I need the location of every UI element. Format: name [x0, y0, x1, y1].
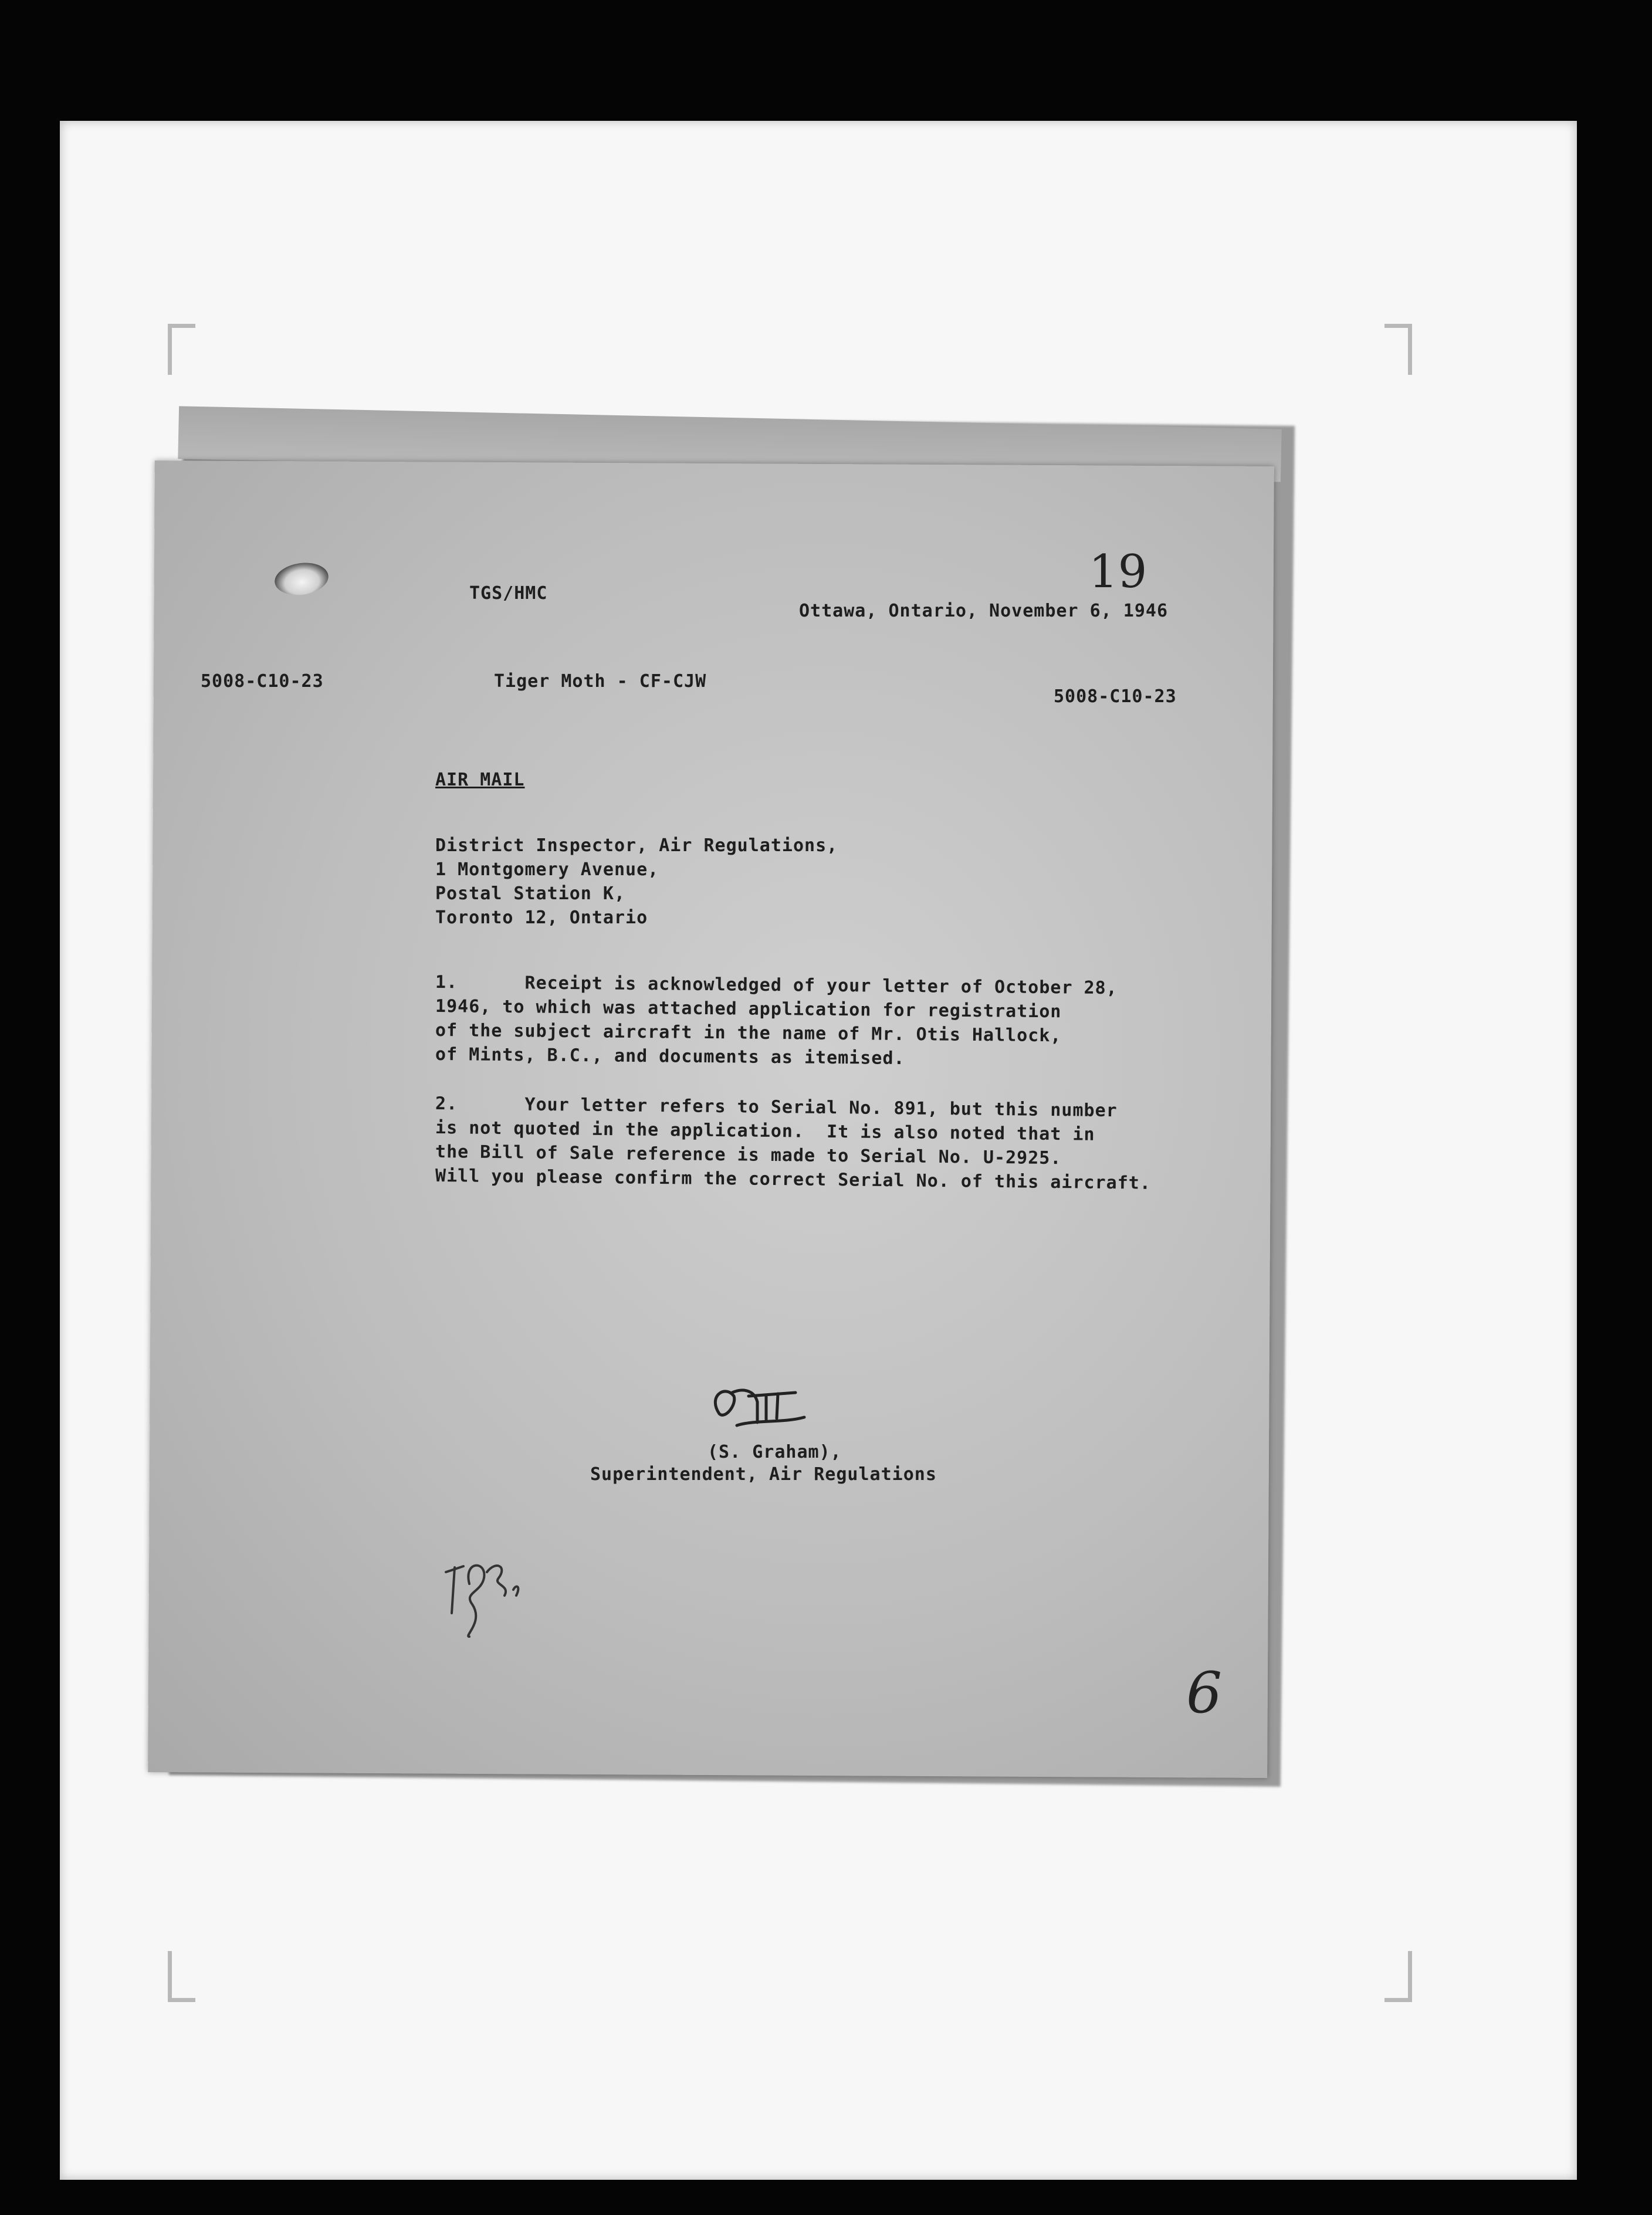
file-reference-right: 5008-C10-23 [1054, 686, 1177, 707]
page-number-annotation: 19 [1089, 546, 1147, 598]
address-line: Postal Station K, [435, 883, 626, 904]
paragraph-1-line: 1946, to which was attached application for registration [435, 996, 1062, 1022]
paragraph-1-line: of the subject aircraft in the name of Mr. Otis Hallock, [435, 1020, 1062, 1046]
paragraph-1-line: 1. Receipt is acknowledged of your letter of October 28, [435, 972, 1118, 999]
signatory-name: (S. Graham), [707, 1442, 842, 1462]
file-reference-left: 5008-C10-23 [201, 671, 324, 692]
subject-line: Tiger Moth - CF-CJW [494, 671, 707, 692]
address-line: Toronto 12, Ontario [435, 907, 648, 928]
paragraph-1-line: of Mints, B.C., and documents as itemised. [435, 1044, 905, 1069]
paragraph-2-line: 2. Your letter refers to Serial No. 891, but this number [435, 1093, 1118, 1122]
address-line: 1 Montgomery Avenue, [435, 859, 659, 880]
signatory-title: Superintendent, Air Regulations [590, 1464, 937, 1485]
crop-mark-top-right [1384, 324, 1412, 375]
signature-initials-icon [702, 1379, 819, 1443]
initials-reference: TGS/HMC [469, 583, 548, 604]
crop-mark-top-left [168, 324, 195, 375]
address-line: District Inspector, Air Regulations, [435, 835, 838, 856]
handwritten-initials-icon [428, 1549, 540, 1642]
paragraph-2-line: is not quoted in the application. It is also noted that in [435, 1117, 1095, 1145]
air-mail-label: AIR MAIL [435, 770, 525, 790]
sheet-number-annotation: 6 [1186, 1660, 1223, 1726]
place-date: Ottawa, Ontario, November 6, 1946 [799, 601, 1169, 621]
crop-mark-bottom-right [1384, 1951, 1412, 2002]
paragraph-2-line: the Bill of Sale reference is made to Serial No. U-2925. [435, 1142, 1062, 1169]
paragraph-2-line: Will you please confirm the correct Serial No. of this aircraft. [435, 1166, 1152, 1194]
crop-mark-bottom-left [168, 1951, 195, 2002]
